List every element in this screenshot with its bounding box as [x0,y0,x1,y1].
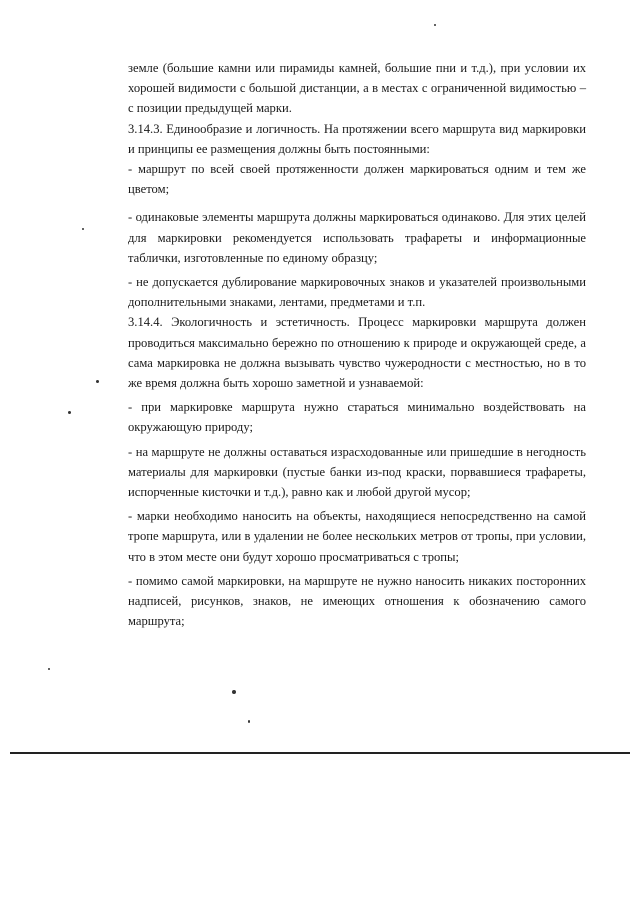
scan-speck [82,228,84,230]
list-item: - марки необходимо наносить на объекты, находящиеся непосредственно на самой тропе маршрута, или в удалении не более нескольких метров от тропы, при условии, что в этом месте они будут хорошо просматриваться с тропы; [128,509,586,564]
list-item: - не допускается дублирование маркировочных знаков и указателей произвольными дополнительными знаками, лентами, предметами и т.п. [128,275,586,310]
body-text [128,58,586,631]
list-item: - маршрут по всей своей протяженности должен маркироваться одним и тем же цветом; [128,162,586,197]
section-3-14-3: 3.14.3. Единообразие и логичность. На протяжении всего маршрута вид маркировки и принципы ее размещения должны быть постоянными: [128,121,586,156]
list-item: - помимо самой маркировки, на маршруте не нужно наносить никаких посторонних надписей, рисунков, знаков, не имеющих отношения к обозначению самого маршрута; [128,573,586,629]
scan-speck [248,720,250,723]
list-item: - на маршруте не должны оставаться израсходованные или пришедшие в негодность материалы для маркировки (пустые банки из-под краски, порвавшиеся трафареты, испорченные кисточки и т.д.), равно как и любой другой мусор; [128,444,586,500]
list-item: - при маркировке маршрута нужно стараться минимально воздействовать на окружающую природу; [128,400,586,435]
scan-speck [232,690,236,694]
scan-speck [68,411,71,414]
page-bottom-rule [10,752,630,754]
scan-speck [434,24,436,26]
section-3-14-4: 3.14.4. Экологичность и эстетичность. Процесс маркировки маршрута должен проводиться максимально бережно по отношению к природе и окружающей среде, а сама маркировка не должна вызывать чувство чужеродности с местностью, но в то же время должна быть хорошо заметной и узнаваемой: [128,315,586,391]
scan-speck [48,668,50,670]
list-item: - одинаковые элементы маршрута должны маркироваться одинаково. Для этих целей для маркировки рекомендуется использовать трафареты и информационные таблички, изготовленные по единому образцу; [128,210,586,265]
scan-speck [96,380,99,383]
paragraph-continuation: земле (большие камни или пирамиды камней, большие пни и т.д.), при условии их хорошей видимости с большой дистанции, а в местах с ограниченной видимостью – с позиции предыдущей марки. [128,61,586,116]
